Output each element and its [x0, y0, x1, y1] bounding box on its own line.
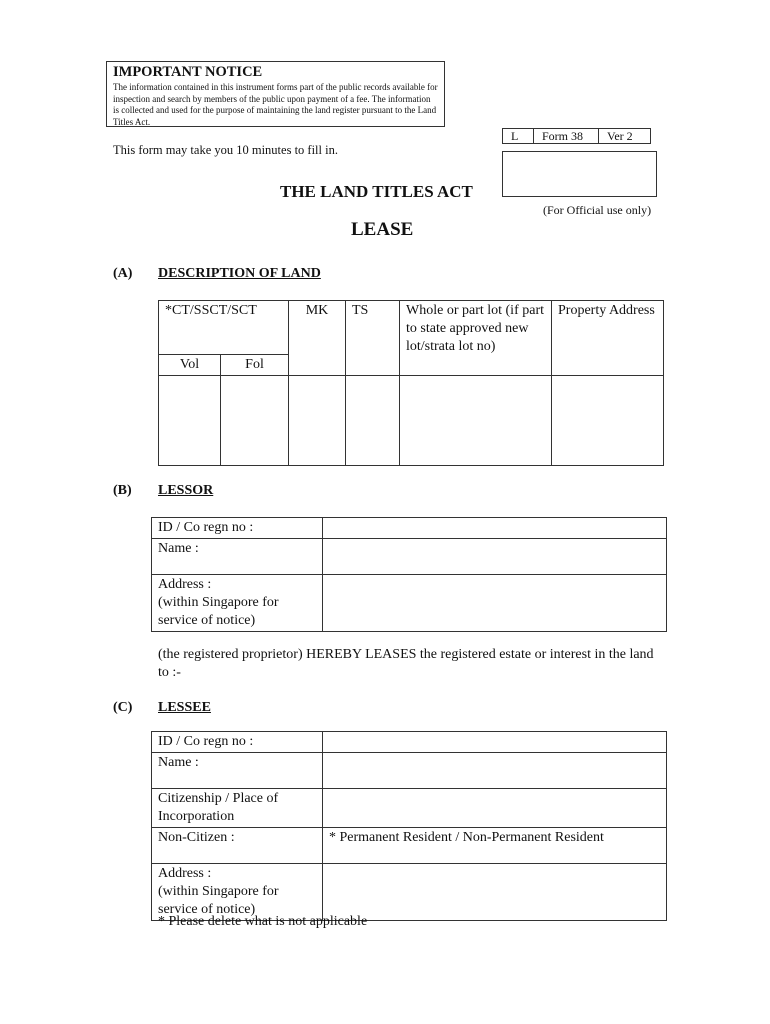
official-use-box: [502, 151, 657, 197]
header-mk: MK: [289, 301, 346, 376]
lessor-id-input[interactable]: [323, 518, 667, 539]
notice-body: The information contained in this instrument forms part of the public records available for inspection and search by members of the public upon payment of a fee. The information is collected and used for the purpose of maintaining the land register pursuant to the Land Titles Act.: [113, 82, 438, 127]
notice-title: IMPORTANT NOTICE: [113, 64, 263, 80]
lessee-address-input[interactable]: [323, 864, 667, 921]
act-title: THE LAND TITLES ACT: [280, 182, 473, 201]
lessor-address-label: Address : (within Singapore for service of notice): [152, 575, 323, 632]
form-number: Form 38: [534, 129, 599, 144]
header-lot: Whole or part lot (if part to state approved new lot/strata lot no): [400, 301, 552, 376]
input-property-address[interactable]: [552, 376, 664, 466]
header-property-address: Property Address: [552, 301, 664, 376]
input-ts[interactable]: [346, 376, 400, 466]
lessee-address-label: Address : (within Singapore for service of notice): [152, 864, 323, 921]
lessor-address-input[interactable]: [323, 575, 667, 632]
form-code: L: [503, 129, 534, 144]
header-vol: Vol: [159, 355, 221, 376]
lessee-non-citizen-options[interactable]: * Permanent Resident / Non-Permanent Resident: [323, 828, 667, 864]
form-version: Ver 2: [599, 129, 651, 144]
input-fol[interactable]: [221, 376, 289, 466]
section-a-letter: (A): [113, 266, 133, 281]
official-use-label: (For Official use only): [543, 203, 652, 217]
form-id-table: [502, 128, 651, 144]
lessee-id-input[interactable]: [323, 732, 667, 753]
lessor-table: [151, 517, 667, 632]
important-notice-box: [106, 61, 445, 127]
input-mk[interactable]: [289, 376, 346, 466]
lessor-id-label: ID / Co regn no :: [152, 518, 323, 539]
section-b-title: LESSOR: [158, 483, 214, 498]
lessee-non-citizen-label: Non-Citizen :: [152, 828, 323, 864]
lessor-name-input[interactable]: [323, 539, 667, 575]
header-fol: Fol: [221, 355, 289, 376]
lessee-id-label: ID / Co regn no :: [152, 732, 323, 753]
input-vol[interactable]: [159, 376, 221, 466]
lessee-name-input[interactable]: [323, 753, 667, 789]
section-c-title: LESSEE: [158, 700, 211, 715]
time-hint: This form may take you 10 minutes to fill in.: [113, 143, 338, 157]
section-b-letter: (B): [113, 483, 132, 498]
input-lot[interactable]: [400, 376, 552, 466]
lessor-name-label: Name :: [152, 539, 323, 575]
header-ts: TS: [346, 301, 400, 376]
section-a-title: DESCRIPTION OF LAND: [158, 266, 321, 281]
lessee-citizenship-label: Citizenship / Place of Incorporation: [152, 789, 323, 828]
lessee-table: [151, 731, 667, 921]
document-title: LEASE: [351, 219, 414, 240]
land-description-table: [158, 300, 664, 466]
footnote: * Please delete what is not applicable: [158, 914, 368, 929]
lessee-name-label: Name :: [152, 753, 323, 789]
header-ct: *CT/SSCT/SCT: [159, 301, 289, 355]
hereby-leases-text: (the registered proprietor) HEREBY LEASES the registered estate or interest in the land to :-: [158, 647, 654, 680]
section-c-letter: (C): [113, 700, 133, 715]
lessee-citizenship-input[interactable]: [323, 789, 667, 828]
